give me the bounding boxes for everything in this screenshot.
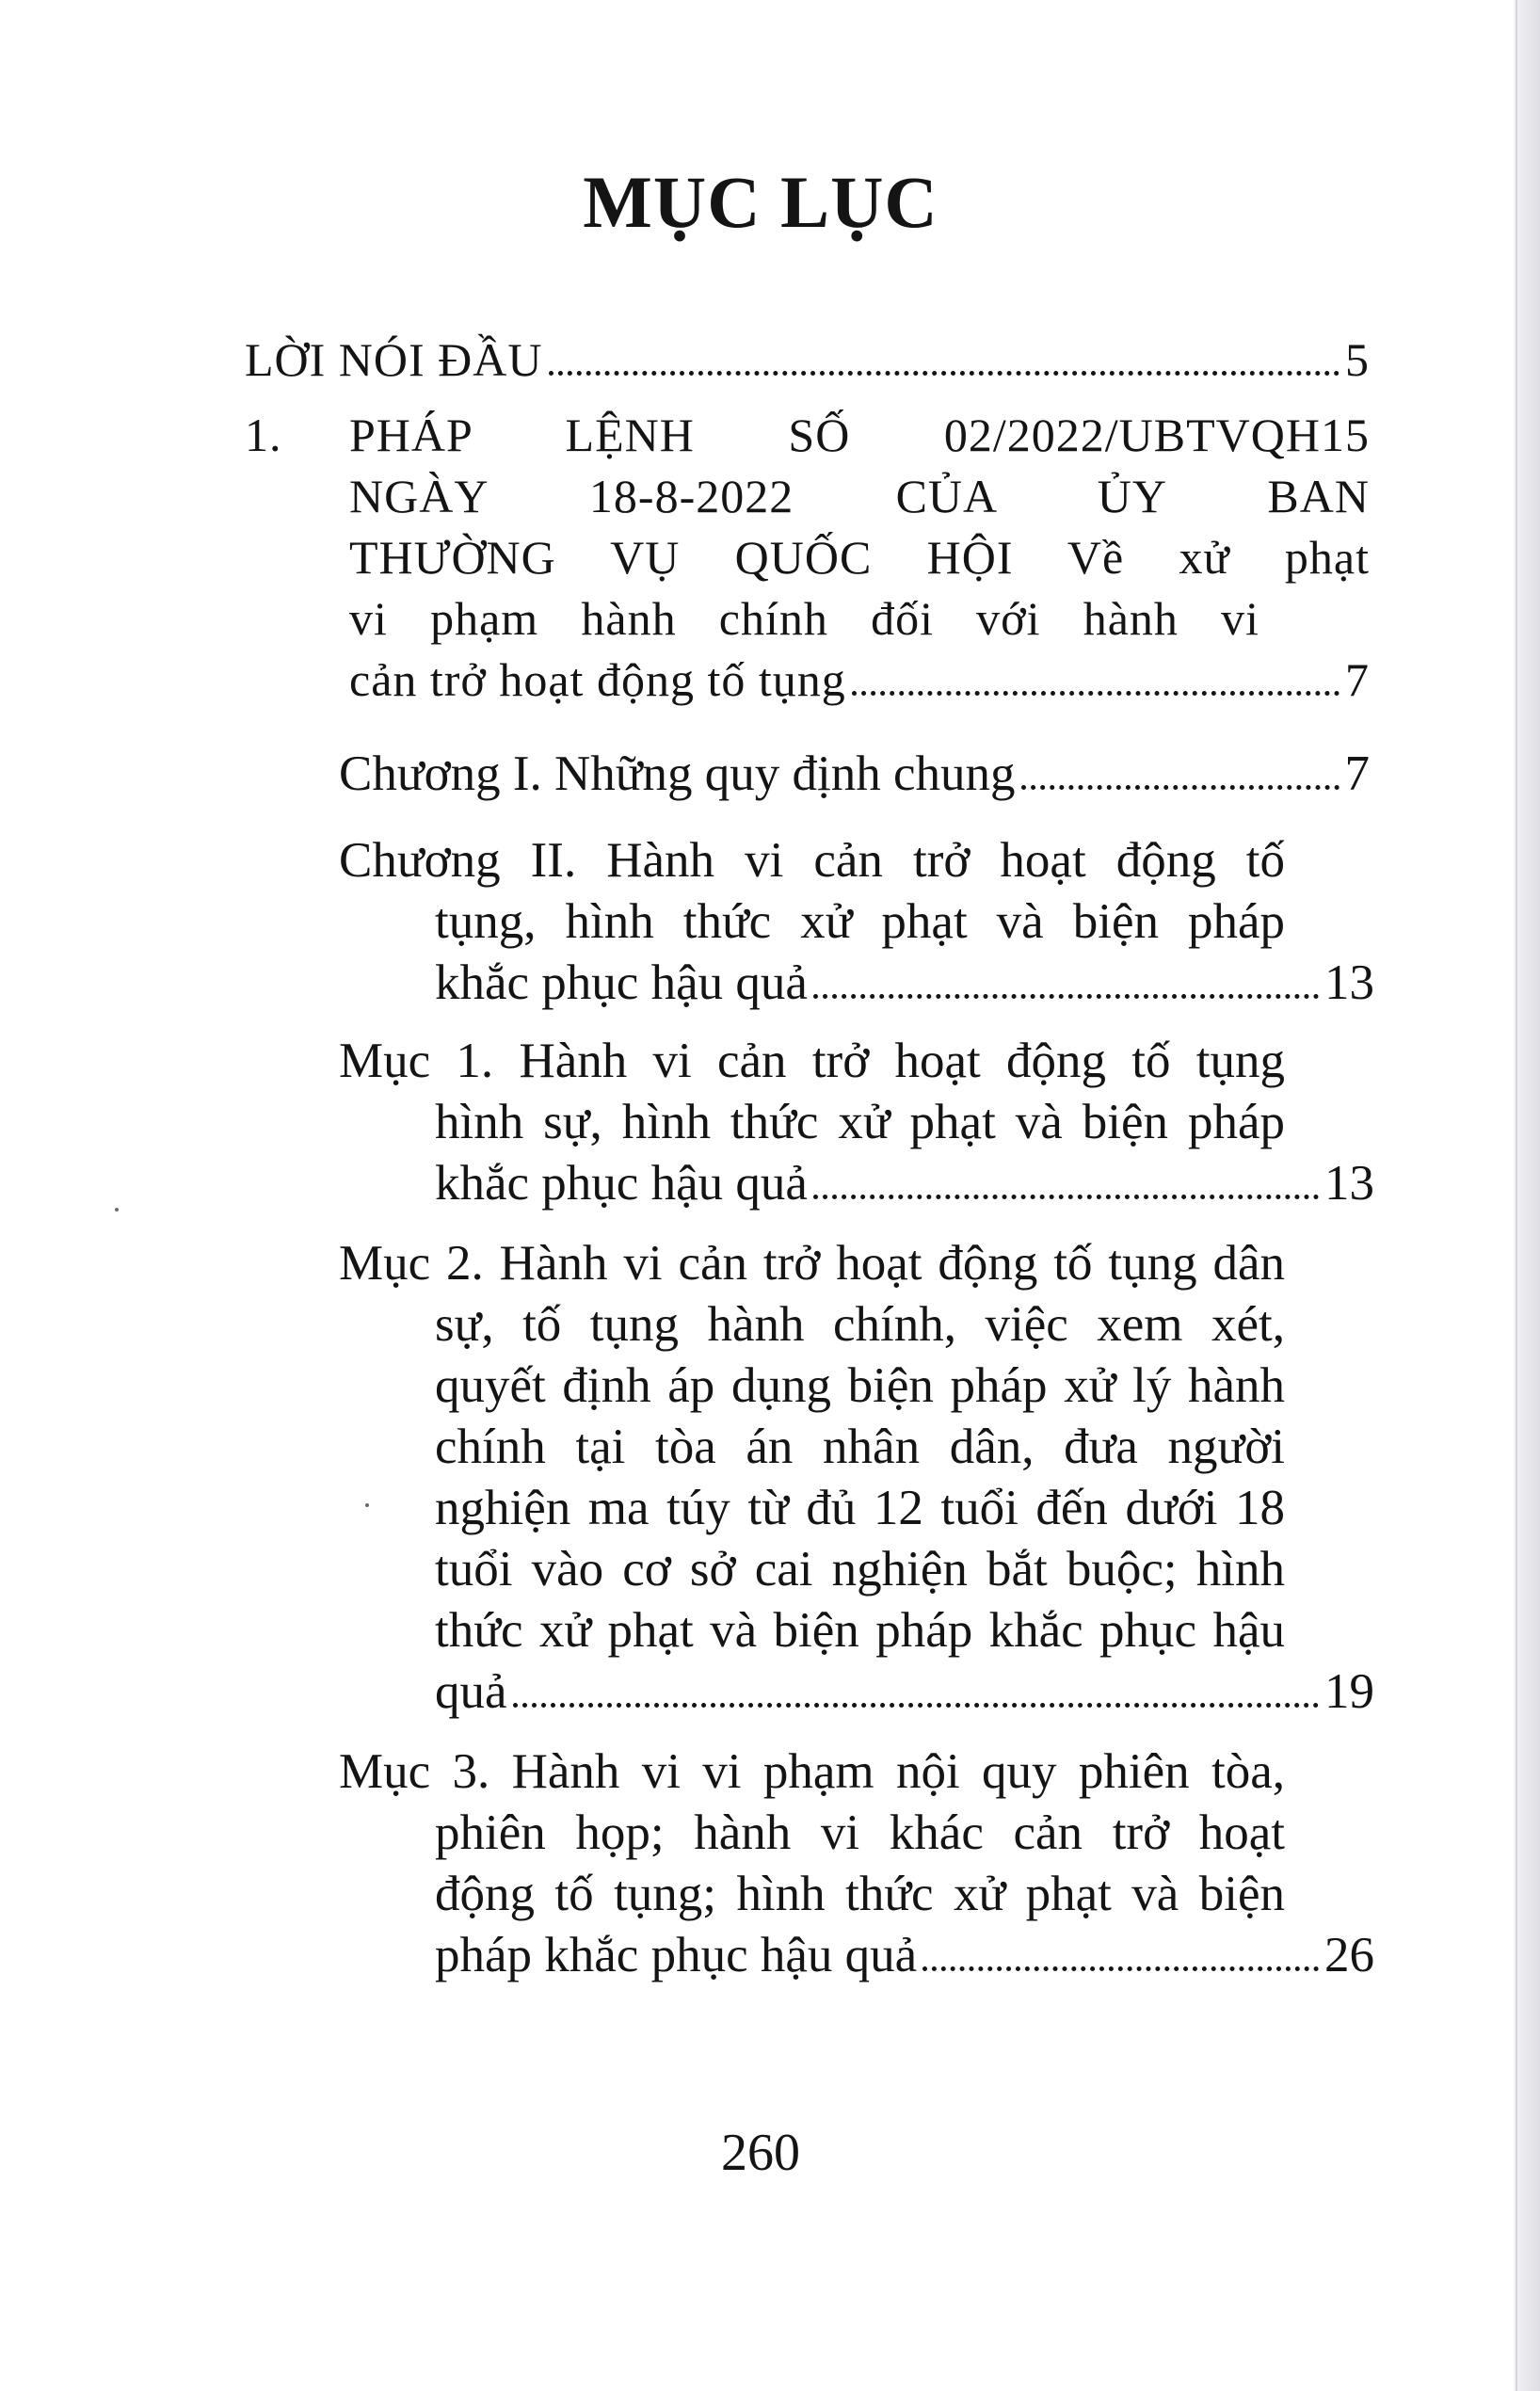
dot-leader <box>1021 785 1339 790</box>
dot-leader <box>813 994 1319 999</box>
toc-entry-chapter-2[interactable] <box>339 830 1374 1014</box>
toc-page-number: 19 <box>1324 1664 1374 1719</box>
toc-entry-line: quyết định áp dụng biện pháp xử lý hành <box>435 1358 1285 1413</box>
dot-leader <box>813 1195 1319 1199</box>
dot-leader <box>513 1703 1319 1708</box>
page-footer-number: 260 <box>721 2124 800 2182</box>
toc-entry-label: khắc phục hậu quả <box>435 955 808 1010</box>
toc-entry-line: chính tại tòa án nhân dân, đưa người <box>435 1420 1285 1474</box>
toc-entry-label: quả <box>435 1664 507 1719</box>
toc-page-number: 7 <box>1345 653 1370 706</box>
toc-entry-line: tuổi vào cơ sở cai nghiện bắt buộc; hình <box>435 1542 1285 1597</box>
toc-entry-line: PHÁP LỆNH SỐ 02/2022/UBTVQH15 <box>349 409 1370 461</box>
toc-entry-label: pháp khắc phục hậu quả <box>435 1928 918 1982</box>
toc-entry-line: Chương II. Hành vi cản trở hoạt động tố <box>339 833 1285 888</box>
toc-entry-item-1[interactable] <box>245 405 1370 711</box>
toc-page-number: 13 <box>1324 1156 1374 1211</box>
toc-entry-number: 1. <box>245 409 282 461</box>
page-title: MỤC LỤC <box>583 161 938 243</box>
toc-entry-intro[interactable] <box>245 329 1370 391</box>
toc-entry-line: phiên họp; hành vi khác cản trở hoạt <box>435 1805 1285 1860</box>
scan-speck <box>115 1208 119 1212</box>
toc-page-number: 13 <box>1324 955 1374 1010</box>
toc-entry-line: tụng, hình thức xử phạt và biện pháp <box>435 894 1285 949</box>
dot-leader <box>922 1966 1319 1971</box>
toc-entry-line: Mục 3. Hành vi vi phạm nội quy phiên tòa, <box>339 1744 1285 1799</box>
dot-leader <box>549 371 1340 376</box>
toc-entry-chapter-1[interactable] <box>339 744 1370 805</box>
toc-entry-line: thức xử phạt và biện pháp khắc phục hậu <box>435 1603 1285 1658</box>
toc-entry-label: LỜI NÓI ĐẦU <box>245 333 543 386</box>
page-edge <box>1514 0 1540 2391</box>
toc-entry-section-2[interactable] <box>339 1233 1374 1723</box>
toc-entry-line: NGÀY 18-8-2022 CỦA ỦY BAN <box>349 470 1370 522</box>
toc-entry-label: Chương I. Những quy định chung <box>339 746 1016 801</box>
toc-entry-line: vi phạm hành chính đối với hành vi <box>349 592 1259 645</box>
toc-entry-label: cản trở hoạt động tố tụng <box>349 653 846 706</box>
toc-entry-line: hình sự, hình thức xử phạt và biện pháp <box>435 1095 1285 1149</box>
page-edge-shadow <box>1516 0 1517 2391</box>
toc-entry-label: khắc phục hậu quả <box>435 1156 808 1211</box>
toc-entry-line: sự, tố tụng hành chính, việc xem xét, <box>435 1297 1285 1352</box>
toc-entry-line: Mục 1. Hành vi cản trở hoạt động tố tụng <box>339 1034 1285 1088</box>
dot-leader <box>852 691 1339 696</box>
toc-entry-line: nghiện ma túy từ đủ 12 tuổi đến dưới 18 <box>435 1481 1285 1535</box>
toc-page-number: 7 <box>1344 746 1370 801</box>
toc-entry-line: động tố tụng; hình thức xử phạt và biện <box>435 1867 1285 1921</box>
toc-entry-line: THƯỜNG VỤ QUỐC HỘI Về xử phạt <box>349 531 1370 584</box>
toc-page-number: 26 <box>1324 1928 1374 1982</box>
toc-entry-section-1[interactable] <box>339 1031 1374 1214</box>
toc-entry-section-3[interactable] <box>339 1741 1374 1986</box>
toc-page-number: 5 <box>1345 333 1370 386</box>
toc-entry-line: Mục 2. Hành vi cản trở hoạt động tố tụng dân <box>339 1236 1285 1291</box>
